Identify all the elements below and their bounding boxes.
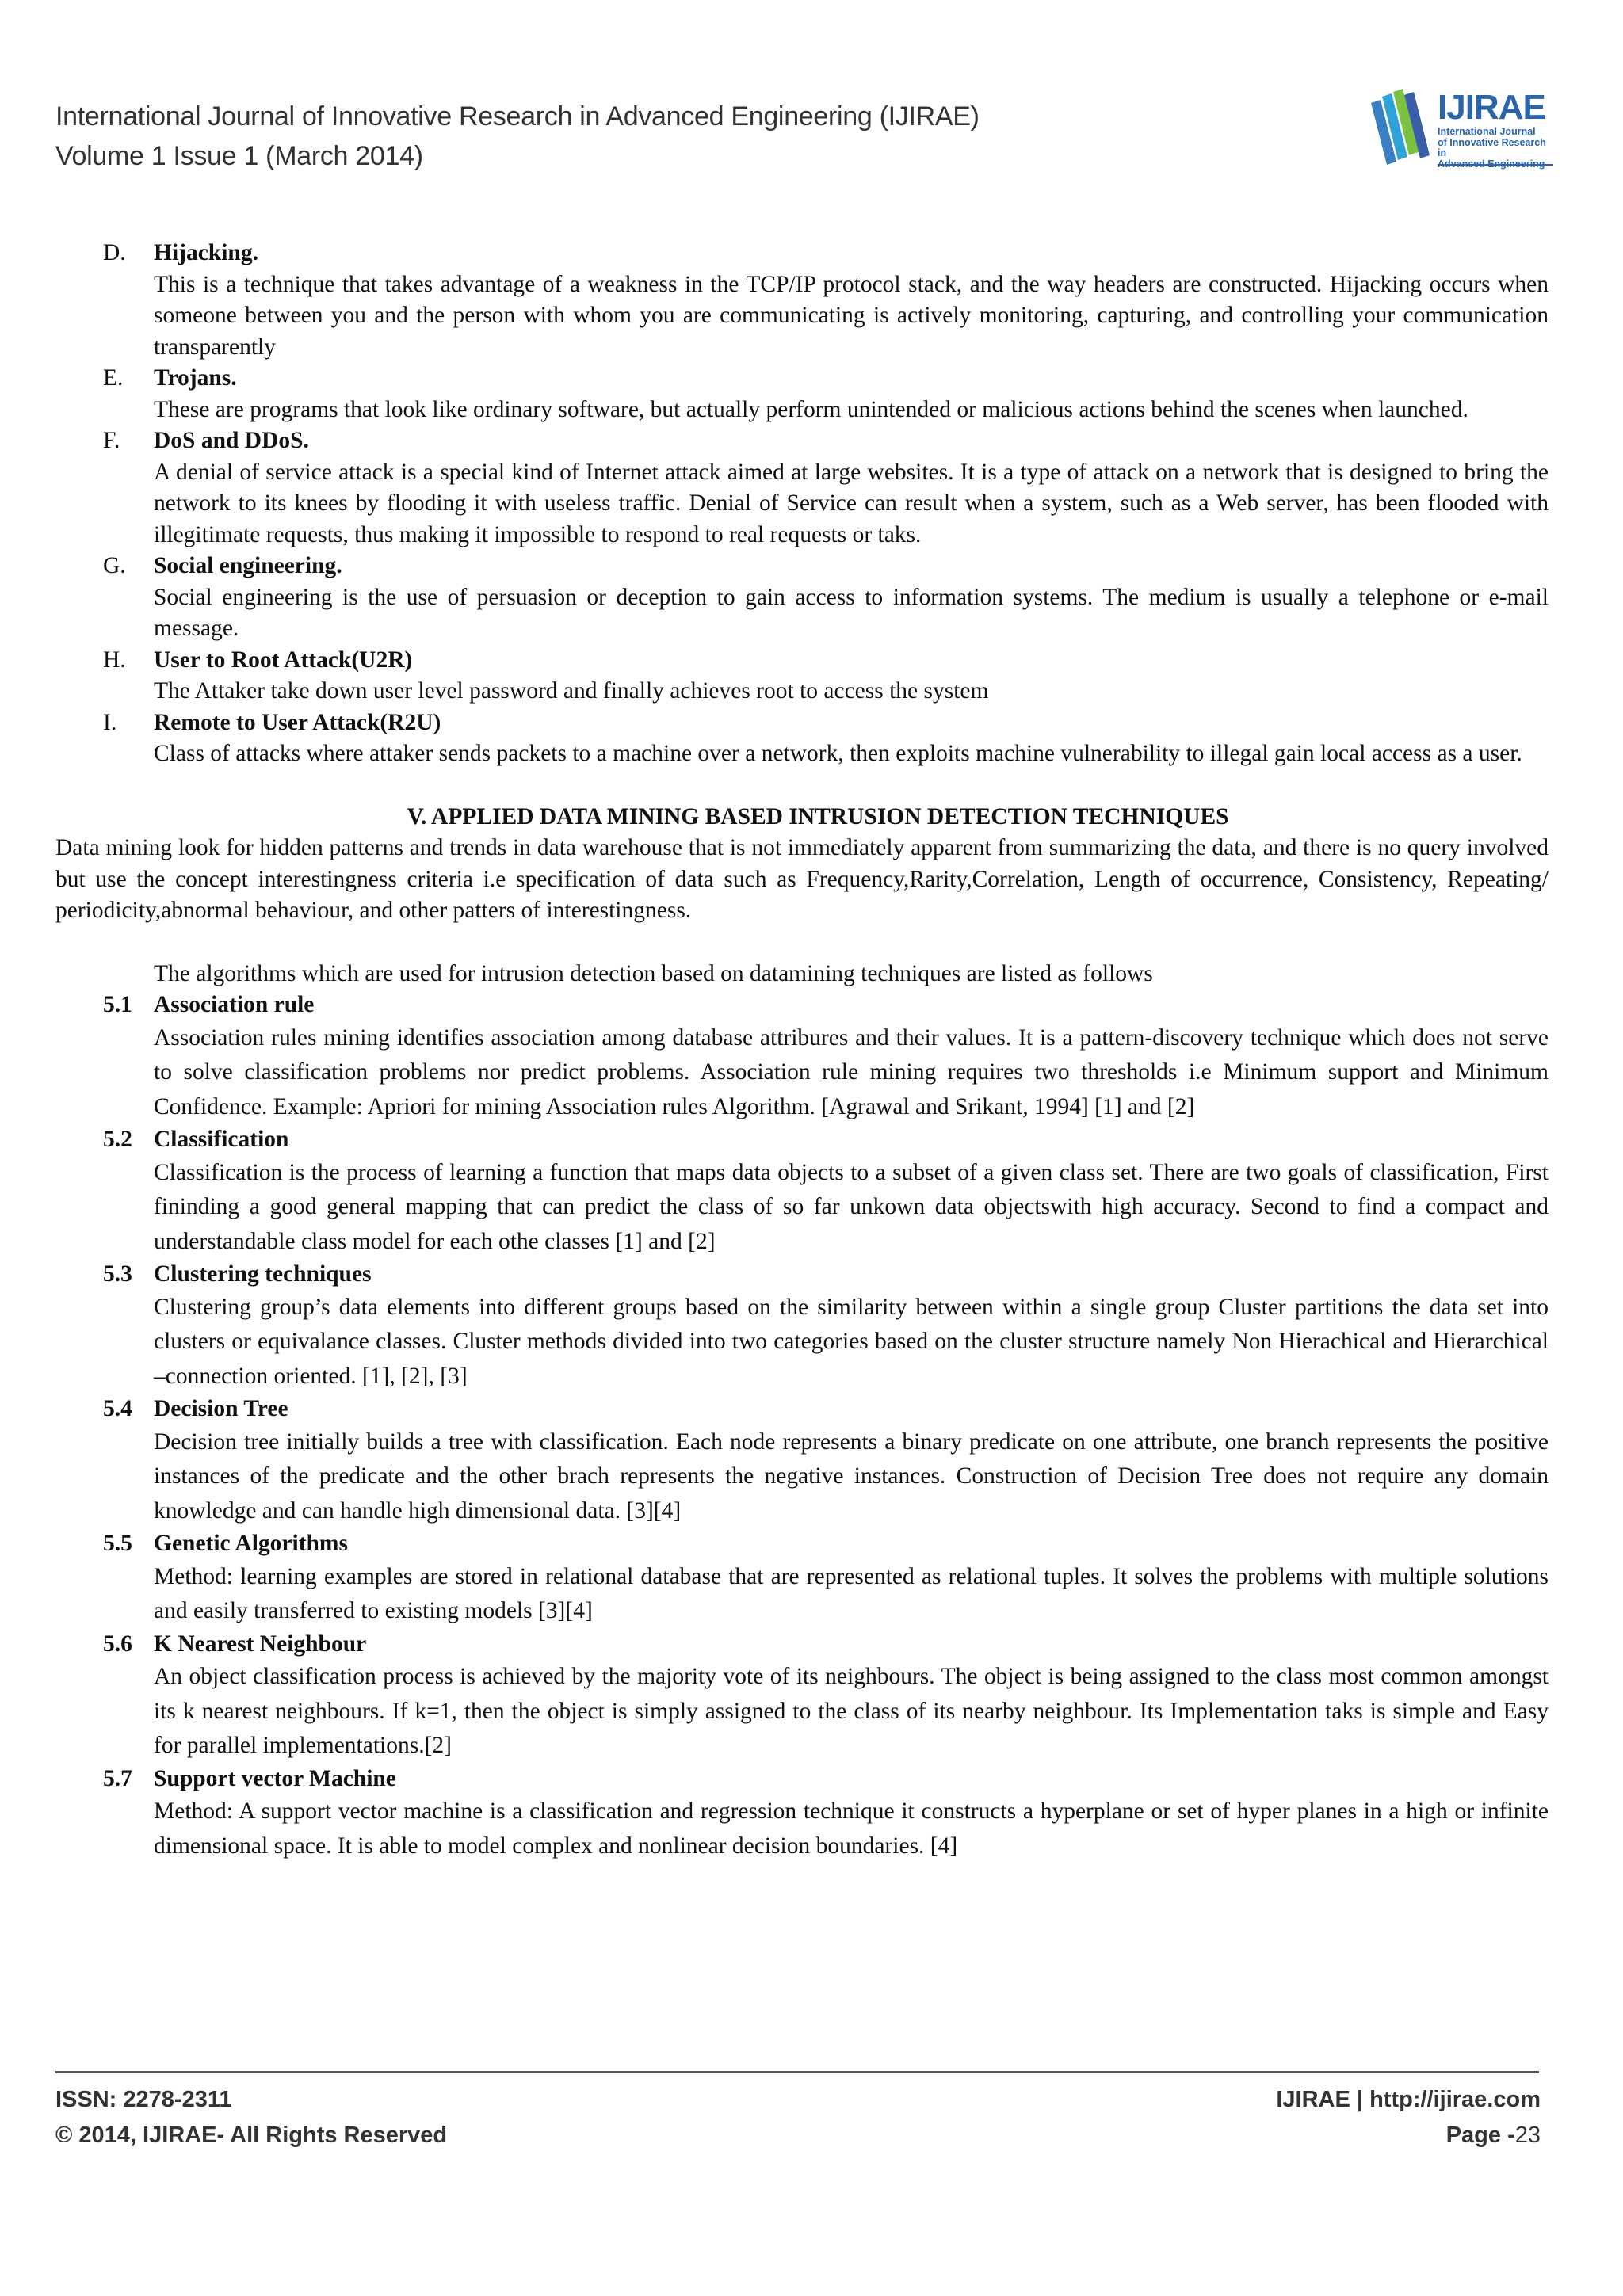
- item-body: Class of attacks where attaker sends packets to a machine over a network, then exploits machine vulnerability to illegal gain local access as a user.: [154, 741, 1522, 766]
- footer-divider: [55, 2071, 1539, 2073]
- page-number: Page -23: [1445, 2122, 1541, 2148]
- item-label: H.: [103, 646, 126, 673]
- item-title: Hijacking.: [154, 240, 258, 265]
- footer-issn: ISSN: 2278-2311: [55, 2087, 232, 2112]
- item-label: G.: [103, 553, 126, 578]
- item-title: Genetic Algorithms: [154, 1531, 348, 1556]
- item-number: 5.4: [103, 1396, 132, 1421]
- technique-knn: [55, 1629, 1549, 1764]
- attack-item-dos: [55, 425, 1549, 551]
- section-paragraph: Data mining look for hidden patterns and trends in data warehouse that is not immediately apparent from summarizing the data, and there is no query involved but use the concept interestingness criteria i.e specification of data such as Frequency,Rarity,Correlation, Length of occurrence, Consistency, Repeating/ periodicity,abnormal behaviour, and other patters of interestingness.: [55, 835, 1549, 923]
- item-number: 5.2: [103, 1127, 132, 1152]
- item-title: Social engineering.: [154, 553, 342, 578]
- journal-volume: Volume 1 Issue 1 (March 2014): [55, 141, 423, 171]
- logo-mark-icon: [1369, 89, 1436, 168]
- technique-svm: [55, 1764, 1549, 1864]
- item-body: A denial of service attack is a special kind of Internet attack aimed at large websites. It is a type of attack on a network that is designed to bring the network to its knees by flooding it with useless traffic. Denial of Service can result when a system, such as a Web server, has been flooded with illegitimate requests, thus making it impossible to respond to real requests or taks.: [154, 459, 1549, 547]
- item-title: Support vector Machine: [154, 1765, 396, 1791]
- item-label: E.: [103, 365, 124, 391]
- journal-logo: [1369, 89, 1553, 168]
- item-body: Classification is the process of learning a function that maps data objects to a subset of a given class set. There are two goals of classification, First fininding a good general mapping that can predict the class of so far unkown data objectswith high accuracy. Second to find a compact and understandable class model for each othe classes [1] and [2]: [154, 1159, 1549, 1254]
- item-title: Decision Tree: [154, 1396, 288, 1421]
- item-title: Remote to User Attack(R2U): [154, 709, 441, 735]
- item-number: 5.3: [103, 1261, 132, 1287]
- item-body: Decision tree initially builds a tree with classification. Each node represents a binary predicate on one attribute, one branch represents the positive instances of the predicate and the other brach represents the negative instances. Construction of Decision Tree does not require any domain knowledge and can handle high dimensional data. [3][4]: [154, 1428, 1549, 1524]
- item-title: Association rule: [154, 992, 315, 1017]
- item-number: 5.7: [103, 1765, 132, 1791]
- item-body: Association rules mining identifies association among database attribures and their values. It is a pattern-discovery technique which does not serve to solve classification problems nor predict problems. Association rule mining requires two thresholds i.e Minimum support and Minimum Confidence. Example: Apriori for mining Association rules Algorithm. [Agrawal and Srikant, 1994] [1] and [2]: [154, 1024, 1549, 1119]
- item-title: DoS and DDoS.: [154, 428, 309, 453]
- logo-tagline: International Journal of Innovative Research in: [1438, 126, 1546, 158]
- section-heading: V. APPLIED DATA MINING BASED INTRUSION DETECTION TECHNIQUES: [407, 803, 1229, 830]
- item-body: Method: A support vector machine is a classification and regression technique it constructs a hyperplane or set of hyper planes in a high or infinite dimensional space. It is able to model complex and nonlinear decision boundaries. [4]: [154, 1798, 1549, 1859]
- item-title: Clustering techniques: [154, 1261, 372, 1287]
- item-label: F.: [103, 428, 120, 453]
- technique-association-rule: [55, 990, 1549, 1124]
- item-number: 5.1: [103, 992, 132, 1017]
- item-body: This is a technique that takes advantage of a weakness in the TCP/IP protocol stack, and the way headers are constructed. Hijacking occurs when someone between you and the person with whom you are communicating is actively monitoring, capturing, and controlling your communication transparently: [154, 271, 1549, 360]
- technique-decision-tree: [55, 1394, 1549, 1528]
- section-intro: The algorithms which are used for intrusion detection based on datamining techniques are listed as follows: [154, 960, 1153, 986]
- attack-item-trojans: [55, 363, 1549, 425]
- logo-underline: [1438, 164, 1553, 166]
- item-body: Social engineering is the use of persuasion or deception to gain access to information systems. The medium is usually a telephone or e-mail message.: [154, 584, 1549, 641]
- footer-left: [55, 2082, 447, 2153]
- item-label: I.: [103, 709, 117, 735]
- journal-header: [55, 97, 980, 176]
- item-title: Trojans.: [154, 365, 237, 391]
- item-body: These are programs that look like ordinary software, but actually perform unintended or malicious actions behind the scenes when launched.: [154, 396, 1468, 422]
- attack-item-u2r: [55, 645, 1549, 707]
- attack-item-social-engineering: [55, 551, 1549, 645]
- logo-wordmark: IJIRAE: [1438, 88, 1545, 127]
- item-label: D.: [103, 240, 126, 265]
- journal-name: International Journal of Innovative Research in Advanced Engineering (IJIRAE): [55, 101, 980, 132]
- item-number: 5.6: [103, 1630, 132, 1657]
- item-body: The Attaker take down user level password and finally achieves root to access the system: [154, 678, 989, 704]
- item-number: 5.5: [103, 1531, 132, 1556]
- item-body: An object classification process is achieved by the majority vote of its neighbours. The object is being assigned to the class most common amongst its k nearest neighbours. If k=1, then the object is simply assigned to the class of its nearby neighbour. Its Implementation taks is simple and Easy for parallel implementations.[2]: [154, 1664, 1549, 1758]
- item-title: K Nearest Neighbour: [154, 1630, 367, 1657]
- technique-genetic-algorithms: [55, 1528, 1549, 1629]
- footer-site-link[interactable]: IJIRAE | http://ijirae.com: [1276, 2087, 1541, 2112]
- item-body: Method: learning examples are stored in relational database that are represented as relational tuples. It solves the problems with multiple solutions and easily transferred to existing models [3][4]: [154, 1563, 1549, 1623]
- footer-copyright: © 2014, IJIRAE- All Rights Reserved: [55, 2122, 448, 2148]
- technique-clustering: [55, 1259, 1549, 1394]
- attack-item-hijacking: [55, 238, 1549, 363]
- attack-item-r2u: [55, 707, 1549, 770]
- item-body: Clustering group’s data elements into different groups based on the similarity between within a single group Cluster partitions the data set into clusters or equivalance classes. Cluster methods divided into two categories based on the cluster structure namely Non Hierachical and Hierarchical –connection oriented. [1], [2], [3]: [154, 1294, 1549, 1389]
- item-title: User to Root Attack(U2R): [154, 646, 413, 673]
- technique-classification: [55, 1124, 1549, 1259]
- page-content: [55, 238, 1549, 1863]
- item-title: Classification: [154, 1127, 289, 1152]
- footer-right: [1276, 2082, 1541, 2153]
